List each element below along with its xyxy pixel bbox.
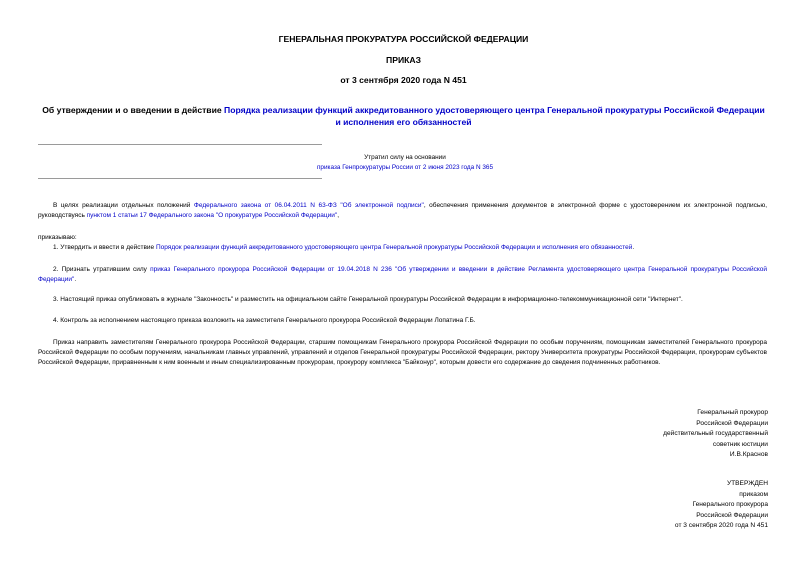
signer-position-line-1: Генеральный прокурор [697, 409, 768, 416]
approval-line-2: приказом [739, 490, 768, 498]
preamble-text-3: , [337, 212, 339, 220]
procedure-link[interactable]: Порядок реализации функций аккредитованного удостоверяющего центра Генеральной прокуратуры Российской Федерации и исполнения его обязанностей [155, 244, 633, 251]
signature-block [560, 408, 768, 461]
item-1-text: 1. Утвердить и ввести в действие [53, 244, 156, 251]
item-2 [38, 265, 767, 285]
approval-line-4: Российской Федерации [696, 511, 768, 519]
document-type-heading: ПРИКАЗ [386, 55, 421, 65]
approval-line-3: Генерального прокурора [692, 501, 768, 509]
order-word: приказываю: [38, 234, 77, 241]
approval-date-number: от 3 сентября 2020 года N 451 [674, 522, 768, 530]
title-procedure-link[interactable]: Порядка реализации функций аккредитованного удостоверяющего центра Генеральной прокуратуры Российской Федерации и исполнения его обязанностей [224, 105, 765, 127]
preamble-text-1: В целях реализации отдельных положений [53, 202, 194, 209]
item-3: 3. Настоящий приказ опубликовать в журнале "Законность" и разместить на официальном сайте Генеральной прокуратуры Российской Федерации в информационно-телекоммуникационной сети "Интернет". [53, 296, 683, 303]
signer-position-line-2: Российской Федерации [696, 419, 768, 427]
electronic-signature-law-link[interactable]: Федерального закона от 06.04.2011 N 63-ФЗ "Об электронной подписи" [193, 202, 424, 209]
agency-heading: ГЕНЕРАЛЬНАЯ ПРОКУРАТУРА РОССИЙСКОЙ ФЕДЕРАЦИИ [278, 34, 529, 44]
repealing-order-link[interactable]: приказа Генпрокуратуры России от 2 июня 2023 года N 365 [316, 164, 494, 171]
item-2-suffix: . [74, 276, 77, 284]
document-title [40, 104, 767, 128]
item-1 [38, 243, 767, 253]
status-bottom-divider [38, 178, 322, 179]
title-prefix: Об утверждении и о введении в действие [42, 105, 225, 115]
distribution-paragraph: Приказ направить заместителям Генерального прокурора Российской Федерации, старшим помощникам Генерального прокурора Российской Федерации по особым поручениям, помощникам заместителей Генерального прокурора Российской Федерации по особым поручениям, начальникам главных управлений, управлений и отделов Генеральной прокуратуры Российской Федерации, ректору Университета прокуратуры Российской Федерации, прокурорам субъектов Российской Федерации, приравненным к ним военным и иным специализированным прокурорам, прокурору комплекса "Байконур", которым довести его содержание до сведения подчиненных работников. [38, 339, 767, 367]
signer-rank-line-2: советник юстиции [712, 440, 768, 448]
signer-name: И.В.Краснов [729, 451, 768, 459]
status-note-text: Утратил силу на основании [364, 154, 446, 161]
preamble-text-2: , обеспечения применения документов в электронной форме с удостоверением их электронной подписью, руководствуясь [38, 202, 768, 220]
status-note [280, 153, 530, 173]
prosecutor-law-article-link[interactable]: пунктом 1 статьи 17 Федерального закона "О прокуратуре Российской Федерации" [86, 212, 338, 220]
item-2-text: 2. Признать утратившим силу [53, 266, 151, 273]
preamble-paragraph [38, 201, 767, 221]
item-4: 4. Контроль за исполнением настоящего приказа возложить на заместителя Генерального прокурора Российской Федерации Лопатина Г.Б. [53, 317, 476, 324]
signer-rank-line-1: действительный государственный [663, 430, 768, 438]
status-top-divider [38, 144, 322, 145]
approval-heading: УТВЕРЖДЕН [726, 480, 768, 487]
document-date-number: от 3 сентября 2020 года N 451 [340, 75, 467, 85]
approval-block [560, 479, 768, 532]
repealed-order-link[interactable]: приказ Генерального прокурора Российской Федерации от 19.04.2018 N 236 "Об утверждении и введении в действие Регламента удостоверяющего центра Генеральной прокуратуры Российской Федерации" [38, 266, 767, 284]
item-1-suffix: . [632, 244, 635, 251]
